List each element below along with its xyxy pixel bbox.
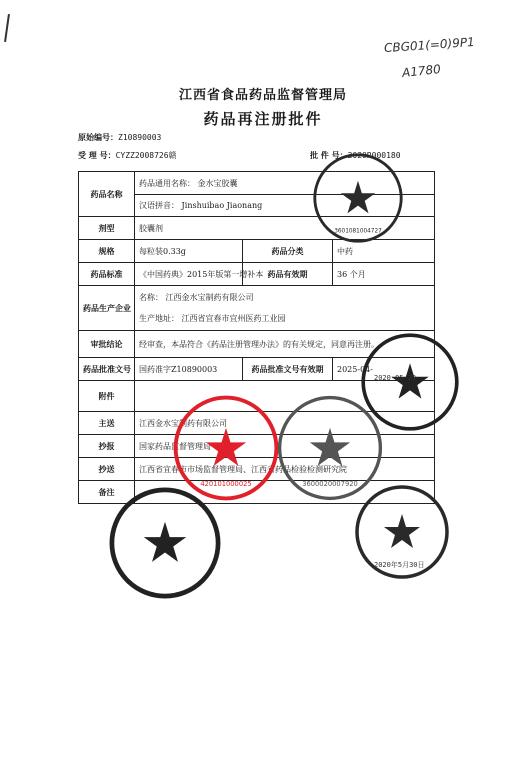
table-row-manufacturer xyxy=(79,286,435,331)
document-title: 药品再注册批件 xyxy=(203,110,323,128)
conclusion: 经审查，本品符合《药品注册管理办法》的有关规定，同意再注册。 xyxy=(135,331,435,358)
approval-no: 国药准字Z10890003 xyxy=(135,358,243,381)
conclusion-label: 审批结论 xyxy=(79,331,135,358)
manufacturer-label: 药品生产企业 xyxy=(79,286,135,331)
table-row-standard xyxy=(79,263,435,286)
standard: 《中国药典》2015年版第一增补本 xyxy=(135,263,243,286)
category-label: 药品分类 xyxy=(243,240,333,263)
production-address: 江西省宜春市宜州医药工业园 xyxy=(181,314,286,323)
main-send-label: 主送 xyxy=(79,412,135,435)
svg-text:3601081004727: 3601081004727 xyxy=(334,228,382,235)
issuing-authority: 江西省食品药品监督管理局 xyxy=(178,88,347,103)
svg-text:420101000025: 420101000025 xyxy=(200,480,252,489)
approval-validity-label: 药品批准文号有效期 xyxy=(243,358,333,381)
pinyin-label: 汉语拼音： xyxy=(139,200,179,210)
pinyin-name: Jinshuibao Jiaonang xyxy=(181,200,263,210)
main-send: 江西金水宝制药有限公司 xyxy=(135,412,435,435)
company-name: 江西金水宝制药有限公司 xyxy=(165,293,254,302)
address-label: 生产地址： xyxy=(139,314,179,323)
generic-name: 金水宝胶囊 xyxy=(197,178,238,188)
validity-label: 药品有效期 xyxy=(243,263,333,286)
acceptance-number: CYZZ2008726赣 xyxy=(115,151,177,160)
approval-authority-seal xyxy=(310,150,406,246)
validity: 36 个月 xyxy=(333,263,435,286)
acceptance-label: 受 理 号： xyxy=(78,150,116,160)
generic-name-label: 药品通用名称： xyxy=(139,178,195,188)
original-number: Z10890003 xyxy=(118,133,162,142)
drug-name-label: 药品名称 xyxy=(79,172,135,217)
manufacturer-cell xyxy=(135,286,435,331)
approval-number-label: 批 件 号： xyxy=(310,150,348,160)
cc-label: 抄送 xyxy=(79,458,135,481)
copy-label: 抄报 xyxy=(79,435,135,458)
scan-edge-mark xyxy=(4,14,10,42)
dosage-form: 胶囊剂 xyxy=(135,217,435,240)
approval-number: 2020R000180 xyxy=(347,151,401,160)
category: 中药 xyxy=(333,240,435,263)
handwritten-note: A1780 xyxy=(401,62,442,80)
cc: 江西省宜春市市场监督管理局、江西省药品检验检测研究院 xyxy=(135,458,435,481)
bottom-left-distributor-seal xyxy=(106,484,224,602)
spec-label: 规格 xyxy=(79,240,135,263)
acceptance-line xyxy=(78,150,177,161)
spec: 每粒装0.33g xyxy=(135,240,243,263)
remark-label: 备注 xyxy=(79,481,135,504)
original-number-line xyxy=(78,132,161,143)
svg-text:3600020007920: 3600020007920 xyxy=(302,480,358,489)
seal-date-bottom: 2020年5月30日 xyxy=(374,561,425,569)
standard-label: 药品标准 xyxy=(79,263,135,286)
attachment-label: 附件 xyxy=(79,381,135,412)
company-label: 名称： xyxy=(139,293,163,302)
seal-date: 2020-05-29 xyxy=(374,374,417,382)
handwritten-code: CBG01(=0)9P1 xyxy=(383,34,476,56)
approval-no-label: 药品批准文号 xyxy=(79,358,135,381)
original-number-label: 原始编号： xyxy=(78,132,118,142)
copy: 国家药品监督管理局 xyxy=(135,435,435,458)
dosage-form-label: 剂型 xyxy=(79,217,135,240)
approval-validity: 2025-04- xyxy=(333,358,435,381)
